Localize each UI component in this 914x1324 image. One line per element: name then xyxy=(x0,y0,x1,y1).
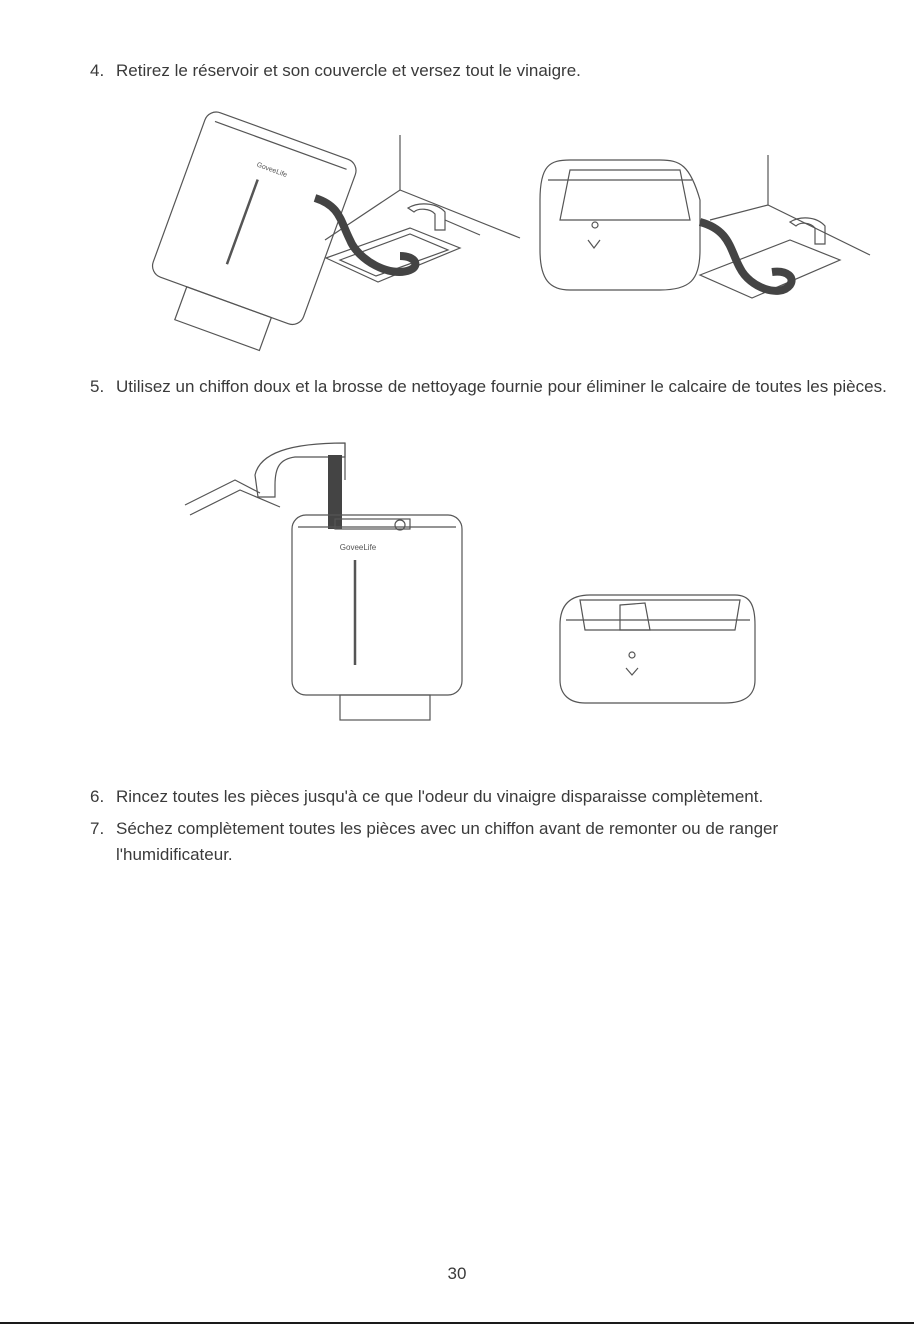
wifi-icon xyxy=(588,240,600,248)
step-number: 7. xyxy=(90,819,105,838)
step-number: 5. xyxy=(90,377,105,396)
power-icon xyxy=(629,652,635,658)
humidifier-base xyxy=(560,595,755,703)
step-number: 6. xyxy=(90,787,105,806)
brand-logo: GoveeLife xyxy=(339,543,377,552)
step-number: 4. xyxy=(90,61,105,80)
step-7 xyxy=(90,816,890,868)
clean-parts-illustration xyxy=(180,435,780,735)
liquid-stream xyxy=(315,198,415,272)
step-6 xyxy=(90,784,890,810)
step-text: Retirez le réservoir et son couvercle et versez tout le vinaigre. xyxy=(116,61,581,80)
step-text: Rincez toutes les pièces jusqu'à ce que l'odeur du vinaigre disparaisse complètement. xyxy=(116,787,764,806)
step-text: Utilisez un chiffon doux et la brosse de nettoyage fournie pour éliminer le calcaire de toutes les pièces. xyxy=(116,377,887,396)
tilted-tank xyxy=(137,110,359,360)
water-tank xyxy=(292,515,462,720)
faucet xyxy=(185,443,345,515)
pour-vinegar-illustration xyxy=(100,110,880,360)
step-5 xyxy=(90,374,890,400)
page-number: 30 xyxy=(447,1264,467,1283)
step-text: Séchez complètement toutes les pièces avec un chiffon avant de remonter ou de ranger l'humidificateur. xyxy=(116,819,779,864)
power-icon xyxy=(592,222,598,228)
wifi-icon xyxy=(626,668,638,675)
brand-logo: GoveeLife xyxy=(255,161,288,180)
sink-left xyxy=(325,135,520,282)
step-4 xyxy=(90,58,890,84)
humidifier-base xyxy=(540,160,700,290)
water-stream xyxy=(328,455,342,529)
